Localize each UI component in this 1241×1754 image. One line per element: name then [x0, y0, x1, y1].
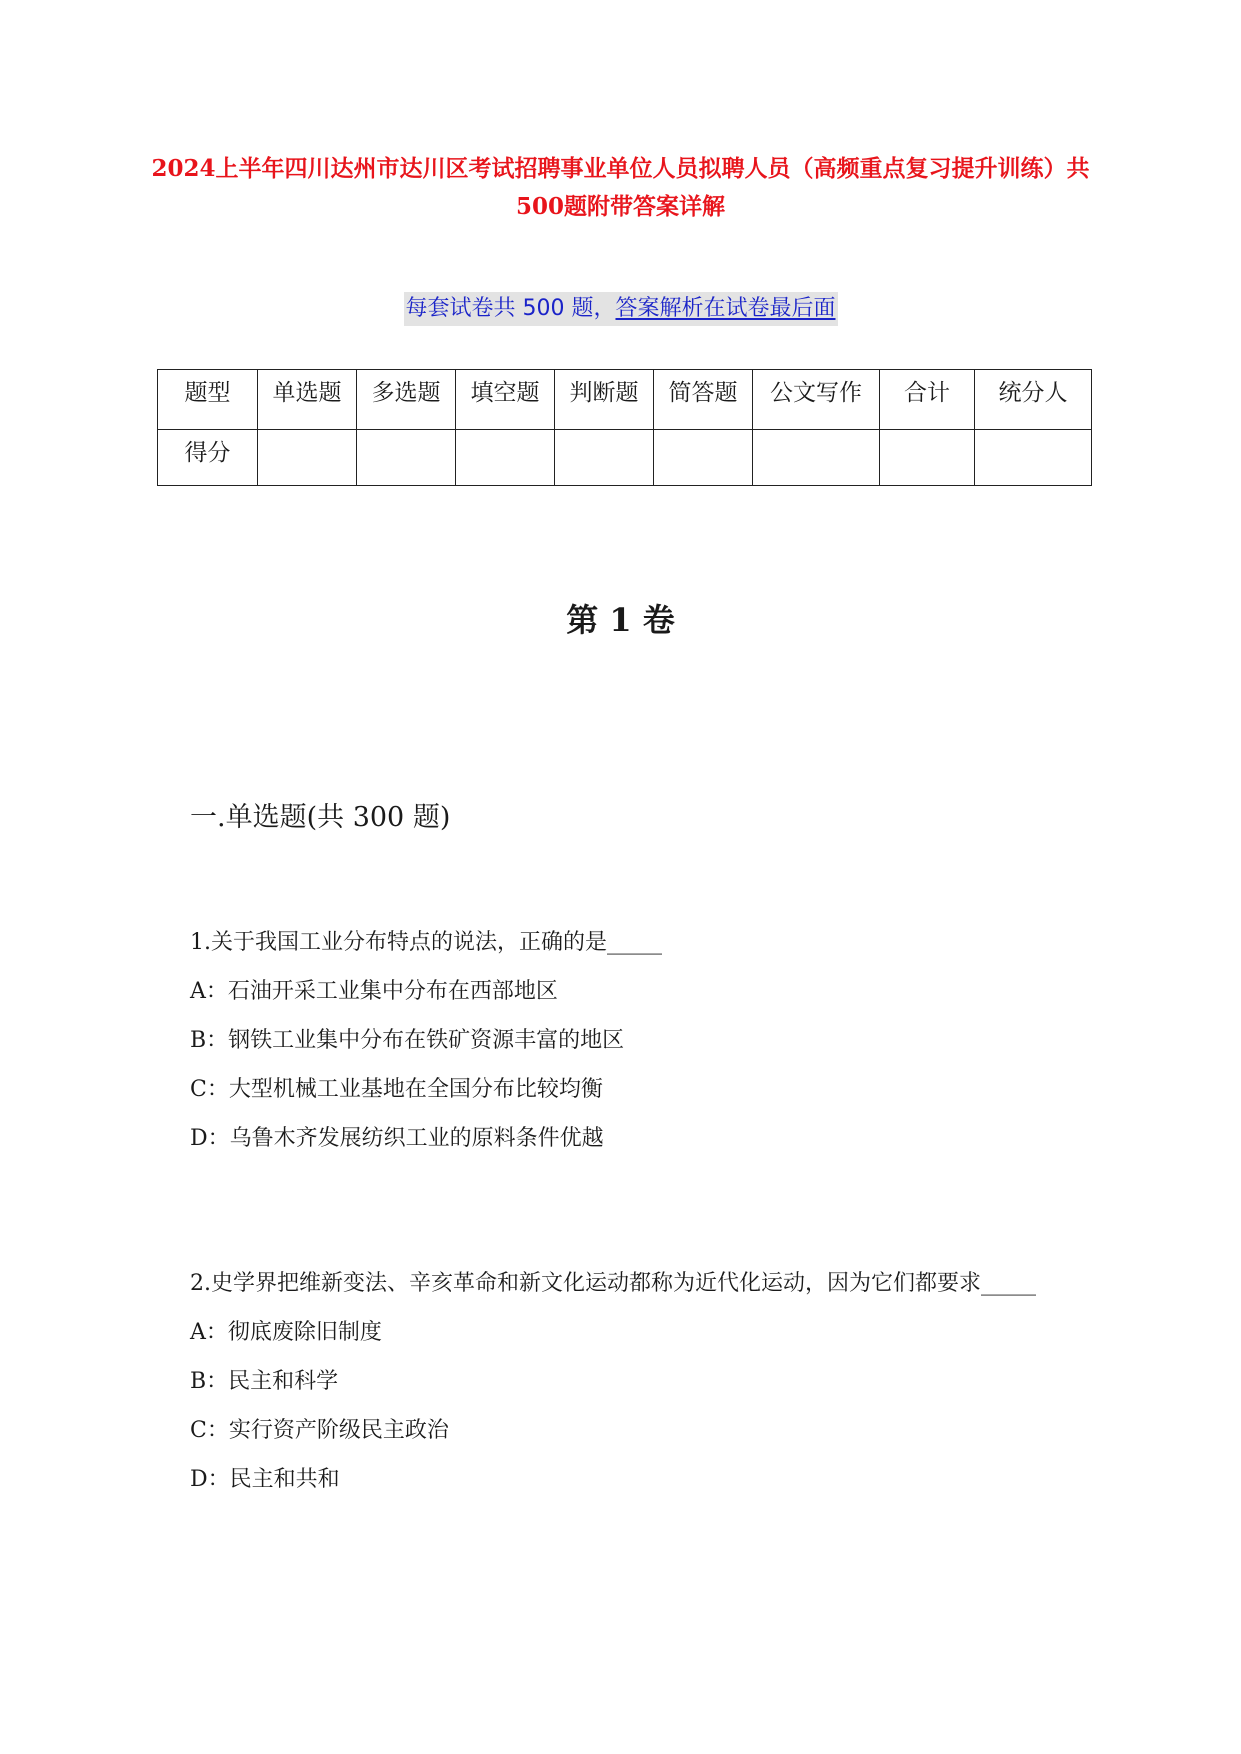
option-b: B：民主和科学	[190, 1369, 339, 1394]
volume-title: 第 1 卷	[566, 601, 675, 639]
header-cell-scorer: 统分人	[975, 370, 1092, 430]
option-c: C：大型机械工业基地在全国分布比较均衡	[190, 1077, 603, 1102]
score-cell-single-choice	[258, 430, 357, 486]
score-cell-scorer	[975, 430, 1092, 486]
subtitle-container	[0, 292, 1241, 326]
score-cell-total	[880, 430, 975, 486]
score-cell-short-answer	[654, 430, 753, 486]
subtitle-note	[404, 292, 838, 326]
header-cell-multiple-choice: 多选题	[357, 370, 456, 430]
score-cell-official-writing	[753, 430, 880, 486]
score-cell-true-false	[555, 430, 654, 486]
option-d: D：民主和共和	[190, 1467, 340, 1492]
header-cell-official-writing: 公文写作	[753, 370, 880, 430]
subtitle-prefix: 每套试卷共 500 题，	[405, 296, 616, 321]
score-label-cell: 得分	[158, 430, 258, 486]
option-c: C：实行资产阶级民主政治	[190, 1418, 449, 1443]
score-table-score-row	[158, 430, 1092, 486]
document-title: 2024上半年四川达州市达川区考试招聘事业单位人员拟聘人员（高频重点复习提升训练）共500题附带答案详解	[151, 155, 1090, 220]
question-stem: 2.史学界把维新变法、辛亥革命和新文化运动都称为近代化运动，因为它们都要求_____	[190, 1271, 1036, 1296]
section-title: 一.单选题(共 300 题)	[190, 802, 451, 833]
question-2	[190, 1259, 1070, 1504]
score-cell-multiple-choice	[357, 430, 456, 486]
question-stem: 1.关于我国工业分布特点的说法，正确的是_____	[190, 930, 662, 955]
header-cell-total: 合计	[880, 370, 975, 430]
header-cell-true-false: 判断题	[555, 370, 654, 430]
score-table	[157, 369, 1092, 486]
score-cell-fill-blank	[456, 430, 555, 486]
option-a: A：彻底废除旧制度	[190, 1320, 382, 1345]
score-table-header-row	[158, 370, 1092, 430]
header-cell-single-choice: 单选题	[258, 370, 357, 430]
option-d: D：乌鲁木齐发展纺织工业的原料条件优越	[190, 1126, 604, 1151]
question-1	[190, 918, 1070, 1163]
option-b: B：钢铁工业集中分布在铁矿资源丰富的地区	[190, 1028, 625, 1053]
header-cell-fill-blank: 填空题	[456, 370, 555, 430]
header-cell-short-answer: 简答题	[654, 370, 753, 430]
header-cell-type: 题型	[158, 370, 258, 430]
answer-location-link[interactable]: 答案解析在试卷最后面	[615, 296, 836, 321]
option-a: A：石油开采工业集中分布在西部地区	[190, 979, 558, 1004]
